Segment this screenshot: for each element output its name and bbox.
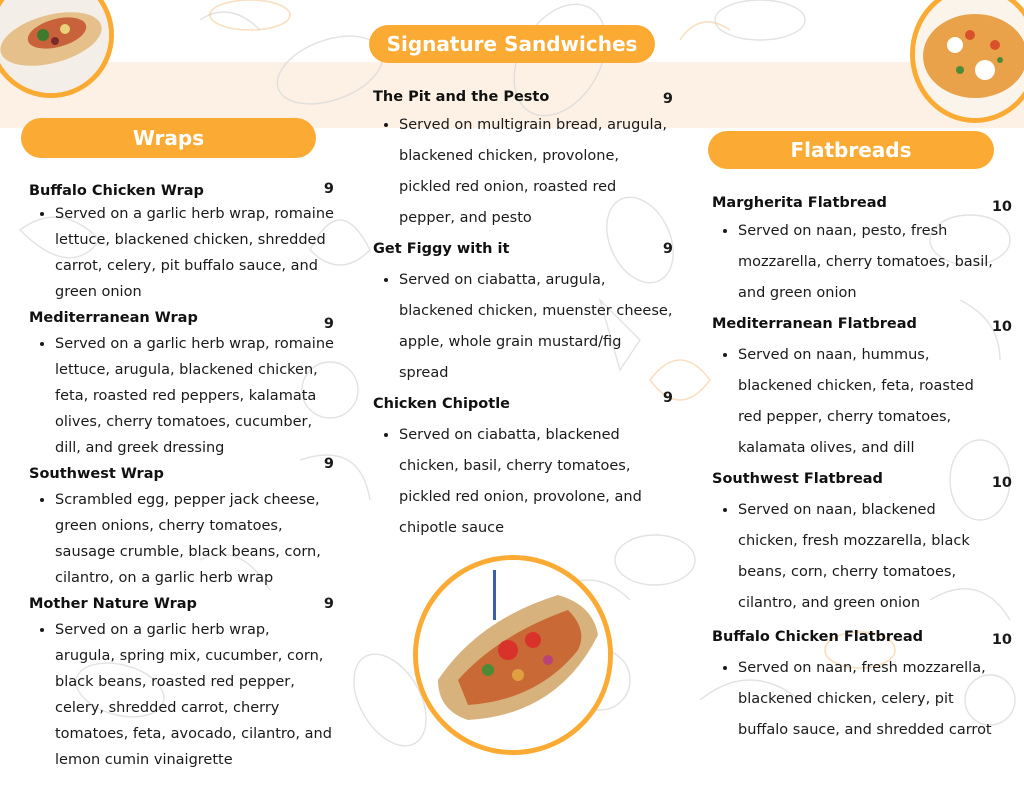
sandwich-photo <box>413 555 613 755</box>
item-description: • Served on naan, blackened chicken, fresh mozzarella, black beans, corn, cherry tomatoes, cilantro, and green onion <box>738 495 996 619</box>
item-name: Margherita Flatbread <box>712 195 887 211</box>
menu-item <box>712 309 1012 464</box>
item-price: 9 <box>662 91 673 107</box>
flatbread-image <box>915 0 1024 118</box>
wraps-heading: Wraps <box>21 118 316 158</box>
item-description: • Served on naan, hummus, blackened chicken, feta, roasted red pepper, cherry tomatoes, kalamata olives, and dill <box>738 340 996 464</box>
item-description: • Served on naan, fresh mozzarella, blackened chicken, celery, pit buffalo sauce, and shredded carrot <box>738 653 996 746</box>
sandwiches-heading: Signature Sandwiches <box>369 25 655 63</box>
item-name: The Pit and the Pesto <box>373 89 550 105</box>
item-price: 9 <box>662 390 673 406</box>
wraps-menu <box>29 181 334 773</box>
item-price: 10 <box>991 199 1012 215</box>
item-description: • Served on a garlic herb wrap, arugula, spring mix, cucumber, corn, black beans, roasted red pepper, celery, shredded carrot, cherry tomatoes, feta, avocado, cilantro, and lemon cumin vinaigrette <box>55 617 334 773</box>
item-description: • Served on a garlic herb wrap, romaine lettuce, arugula, blackened chicken, feta, roasted red peppers, kalamata olives, cherry tomatoes, cucumber, dill, and greek dressing <box>55 331 334 461</box>
item-description: • Served on ciabatta, blackened chicken, basil, cherry tomatoes, pickled red onion, provolone, and chipotle sauce <box>399 420 673 544</box>
item-description: • Served on a garlic herb wrap, romaine lettuce, blackened chicken, shredded carrot, celery, pit buffalo sauce, and green onion <box>55 201 334 305</box>
item-price: 9 <box>323 596 334 612</box>
menu-item <box>712 622 1012 746</box>
item-name: Mediterranean Wrap <box>29 310 198 326</box>
menu-item <box>373 234 673 389</box>
item-description: • Served on multigrain bread, arugula, blackened chicken, provolone, pickled red onion, roasted red pepper, and pesto <box>399 110 673 234</box>
menu-item <box>373 84 673 234</box>
wrap-image <box>0 0 109 93</box>
item-description: • Served on naan, pesto, fresh mozzarella, cherry tomatoes, basil, and green onion <box>738 216 996 309</box>
flatbreads-menu <box>712 190 1012 746</box>
item-name: Chicken Chipotle <box>373 396 510 412</box>
menu-item <box>373 389 673 544</box>
menu-item <box>29 305 334 461</box>
item-name: Buffalo Chicken Wrap <box>29 183 204 199</box>
item-price: 10 <box>991 475 1012 491</box>
item-name: Southwest Flatbread <box>712 471 883 487</box>
item-description: • Scrambled egg, pepper jack cheese, green onions, cherry tomatoes, sausage crumble, black beans, corn, cilantro, on a garlic herb wrap <box>55 487 334 591</box>
item-price: 9 <box>323 181 334 197</box>
menu-item <box>712 190 1012 309</box>
sandwiches-menu <box>373 84 673 544</box>
item-name: Mediterranean Flatbread <box>712 316 917 332</box>
item-price: 10 <box>991 632 1012 648</box>
sandwich-image <box>418 560 608 750</box>
item-price: 9 <box>662 241 673 257</box>
menu-item <box>29 181 334 305</box>
menu-item <box>29 591 334 773</box>
item-price: 10 <box>991 319 1012 335</box>
item-description: • Served on ciabatta, arugula, blackened chicken, muenster cheese, apple, whole grain mustard/fig spread <box>399 265 673 389</box>
item-name: Mother Nature Wrap <box>29 596 197 612</box>
menu-item <box>712 464 1012 619</box>
item-name: Southwest Wrap <box>29 466 164 482</box>
item-name: Buffalo Chicken Flatbread <box>712 629 923 645</box>
menu-item <box>29 456 334 591</box>
item-name: Get Figgy with it <box>373 241 510 257</box>
flatbreads-heading: Flatbreads <box>708 131 994 169</box>
item-price: 9 <box>323 316 334 332</box>
item-price: 9 <box>323 456 334 472</box>
